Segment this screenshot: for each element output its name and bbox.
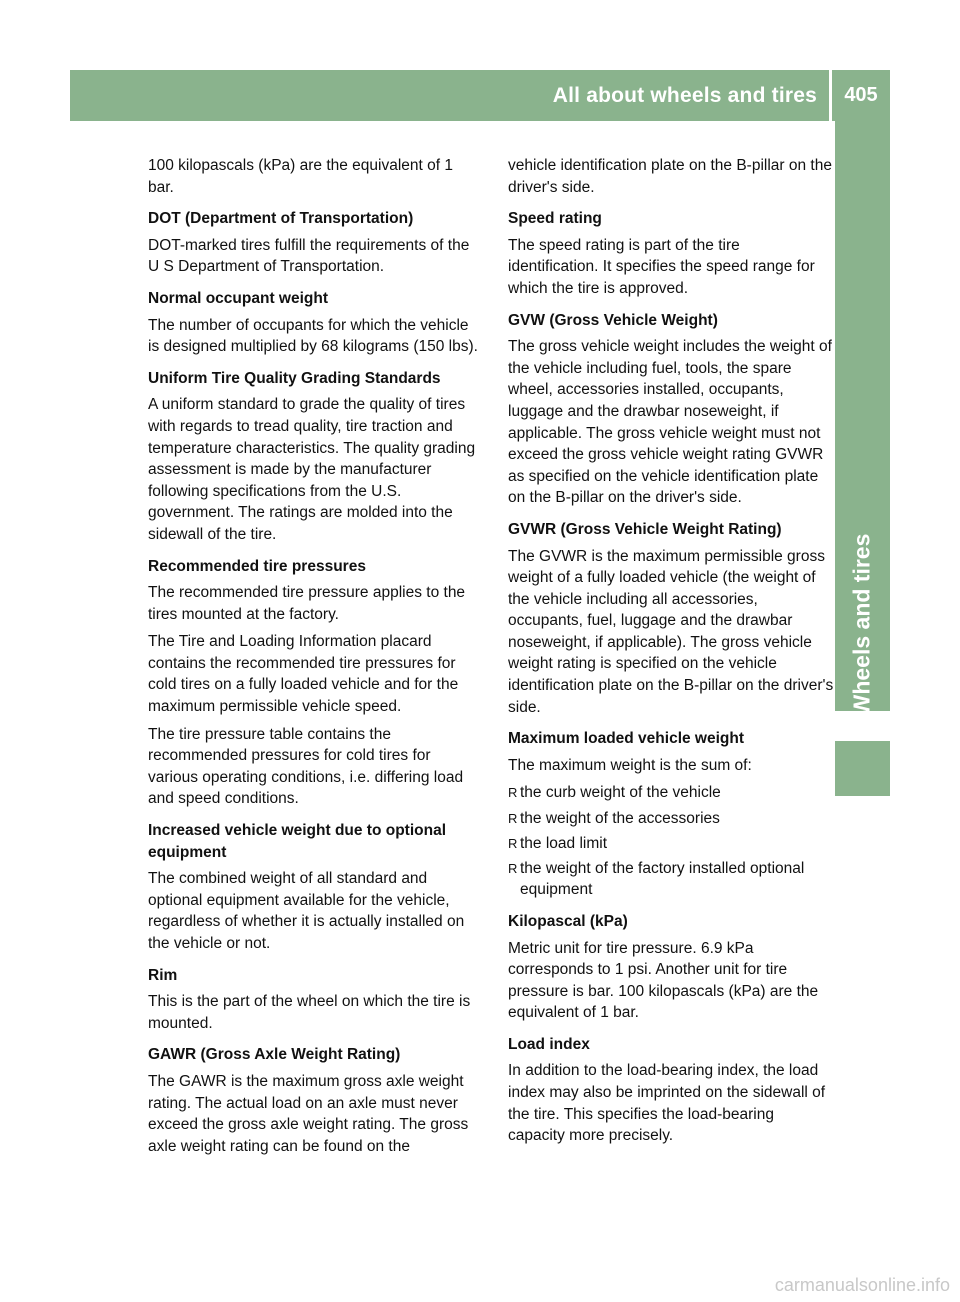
list-item: R the weight of the factory installed optional equipment [508, 858, 834, 901]
chapter-marker-square [835, 741, 890, 796]
page-number: 405 [844, 84, 878, 106]
chapter-side-label: Wheels and tires [848, 533, 875, 717]
list-item: R the curb weight of the vehicle [508, 782, 834, 804]
page-number-box [832, 70, 890, 121]
kilopascal-text: Metric unit for tire pressure. 6.9 kPa corresponds to 1 psi. Another unit for tire pressure is bar. 100 kilopascals (kPa) are the equivalent of 1 bar. [508, 939, 819, 1022]
section-title: All about wheels and tires [552, 83, 817, 107]
max-loaded-weight-heading: Maximum loaded vehicle weight [508, 730, 745, 748]
occupant-weight-text: The number of occupants for which the vehicle is designed multiplied by 68 kilograms (150 lbs). [148, 316, 478, 356]
rim-text: This is the part of the wheel on which the tire is mounted. [148, 993, 471, 1032]
recommended-pressures-heading: Recommended tire pressures [148, 557, 366, 575]
utqg-heading: Uniform Tire Quality Grading Standards [148, 369, 441, 387]
gvw-text: The gross vehicle weight includes the weight of the vehicle including fuel, tools, the spare wheel, accessories installed, occupants, luggage and the drawbar noseweight, if applicable. The gross vehicle weight must not exceed the gross vehicle weight rating GVWR as specified on the vehicle identification plate on the B-pillar on the driver's side. [508, 338, 832, 507]
dot-heading: DOT (Department of Transportation) [148, 210, 414, 228]
left-column [148, 155, 483, 1163]
recommended-pressures-text-1: The recommended tire pressure applies to the tires mounted at the factory. [148, 584, 466, 623]
recommended-pressures-text-3: The tire pressure table contains the recommended pressures for cold tires for various operating conditions, i.e. differing load and speed conditions. [148, 725, 464, 808]
max-loaded-weight-text: The maximum weight is the sum of: [508, 756, 752, 774]
increased-weight-heading: Increased vehicle weight due to optional equipment [148, 822, 447, 861]
max-loaded-weight-list [508, 782, 834, 900]
intro-text: 100 kilopascals (kPa) are the equivalent of 1 bar. [148, 157, 454, 196]
load-index-heading: Load index [508, 1035, 590, 1053]
page-header [70, 70, 890, 121]
kilopascal-heading: Kilopascal (kPa) [508, 912, 628, 930]
header-title-box [70, 70, 829, 121]
utqg-text: A uniform standard to grade the quality of tires with regards to tread quality, tire traction and temperature characteristics. The quality grading assessment is made by the manufacturer following specifications from the U.S. government. The ratings are molded into the sidewall of the tire. [148, 396, 476, 543]
occupant-weight-heading: Normal occupant weight [148, 289, 328, 307]
right-column [508, 155, 834, 1153]
load-index-text: In addition to the load-bearing index, the load index may also be imprinted on the sidewall of the tire. This specifies the load-bearing capacity more precisely. [508, 1062, 826, 1145]
dot-text: DOT-marked tires fulfill the requirements of the U S Department of Transportation. [148, 236, 470, 276]
gawr-continuation-text: vehicle identification plate on the B-pillar on the driver's side. [508, 157, 832, 196]
speed-rating-text: The speed rating is part of the tire identification. It specifies the speed range for which the tire is approved. [508, 236, 815, 297]
list-item: R the load limit [508, 833, 834, 855]
list-item: R the weight of the accessories [508, 808, 834, 830]
gvwr-text: The GVWR is the maximum permissible gross weight of a fully loaded vehicle (the weight of the vehicle including all accessories, occupants, fuel, luggage and the drawbar noseweight, if applicable). The gross vehicle weight rating is specified on the vehicle identification plate on the B-pillar on the driver's side. [508, 547, 834, 716]
watermark[interactable]: carmanualsonline.info [774, 1275, 950, 1295]
gawr-text: The GAWR is the maximum gross axle weight rating. The actual load on an axle must never exceed the gross axle weight rating. The gross axle weight rating can be found on the [148, 1072, 469, 1155]
speed-rating-heading: Speed rating [508, 210, 602, 228]
rim-heading: Rim [148, 966, 178, 984]
gvw-heading: GVW (Gross Vehicle Weight) [508, 311, 718, 329]
gvwr-heading: GVWR (Gross Vehicle Weight Rating) [508, 520, 782, 538]
increased-weight-text: The combined weight of all standard and optional equipment available for the vehicle, regardless of whether it is actually installed on the vehicle or not. [148, 870, 465, 952]
gawr-heading: GAWR (Gross Axle Weight Rating) [148, 1046, 401, 1064]
recommended-pressures-text-2: The Tire and Loading Information placard contains the recommended tire pressures for cold tires on a fully loaded vehicle and for the maximum permissible vehicle speed. [148, 633, 459, 716]
